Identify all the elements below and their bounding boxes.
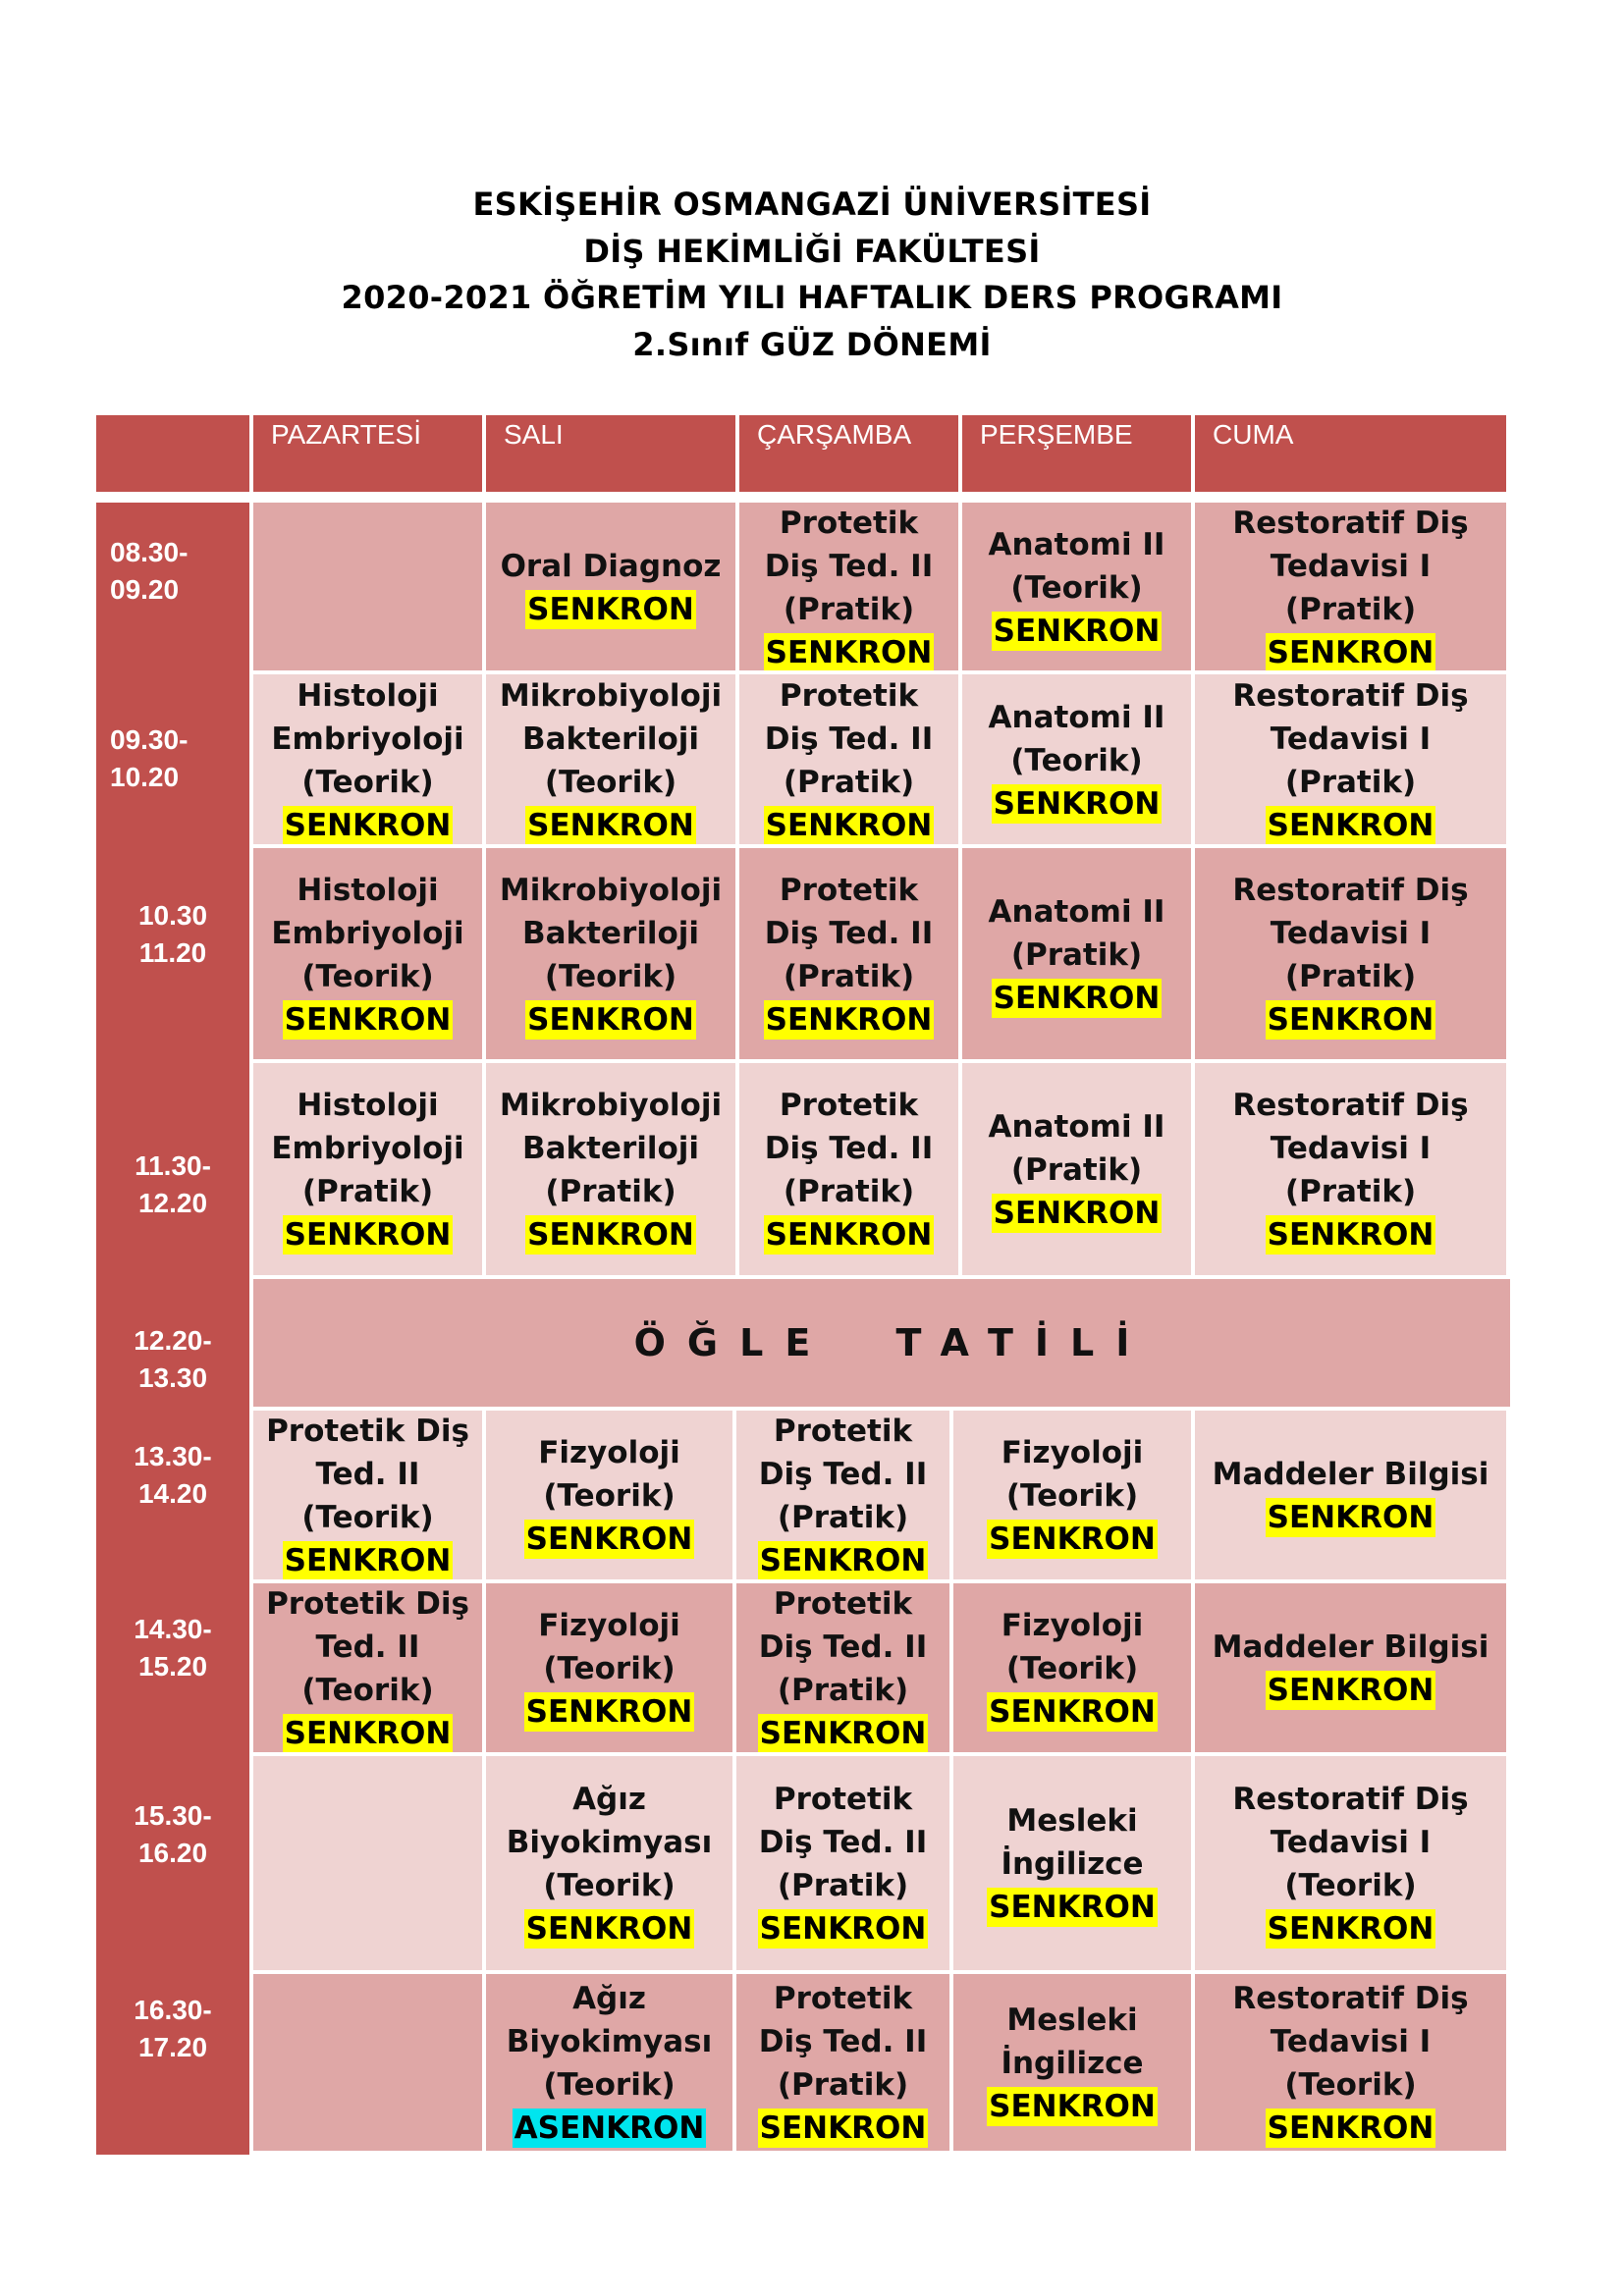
time-end: 11.20: [138, 937, 207, 968]
course-name-line: Protetik: [773, 1586, 913, 1622]
course-name-line: (Pratik): [545, 1174, 677, 1209]
course-name-line: Histoloji: [297, 1088, 439, 1123]
senkron-badge: SENKRON: [759, 1716, 927, 1751]
senkron-badge: SENKRON: [527, 807, 694, 843]
course-cell: [486, 503, 735, 670]
time-start: 16.30-: [134, 1995, 212, 2025]
time-range: [96, 1322, 249, 1397]
course-name-line: Embriyoloji: [271, 915, 464, 951]
course-name-line: (Pratik): [1284, 764, 1417, 800]
senkron-badge: SENKRON: [759, 1543, 927, 1578]
course-name-line: Ağız: [572, 1782, 646, 1817]
course-name-line: Protetik: [773, 1981, 913, 2016]
senkron-badge: SENKRON: [284, 807, 452, 843]
course-name-line: Mikrobiyoloji: [499, 1088, 723, 1123]
course-name-line: Protetik Diş: [266, 1586, 469, 1622]
day-header-2: SALI: [486, 415, 735, 492]
senkron-badge: SENKRON: [765, 1217, 933, 1253]
course-name-line: (Pratik): [777, 1673, 909, 1708]
senkron-badge: SENKRON: [525, 1911, 693, 1947]
course-name-line: Histoloji: [297, 677, 439, 714]
course-name-line: (Pratik): [301, 1174, 434, 1209]
senkron-badge: SENKRON: [759, 2110, 927, 2146]
course-name-line: Biyokimyası: [506, 1825, 713, 1860]
course-cell: [962, 848, 1191, 1059]
senkron-badge: SENKRON: [989, 1522, 1156, 1557]
course-name-line: Protetik: [779, 872, 919, 908]
course-name-line: Fizyoloji: [1001, 1608, 1144, 1643]
course-name-line: Mesleki: [1006, 2002, 1138, 2038]
course-name-line: Oral Diagnoz: [500, 548, 722, 584]
time-end: 15.20: [137, 1651, 208, 1682]
course-cell: [253, 1411, 482, 1579]
time-start: 14.30-: [134, 1614, 212, 1644]
course-name-line: Diş Ted. II: [764, 721, 934, 757]
senkron-badge: SENKRON: [527, 1001, 694, 1038]
senkron-badge: SENKRON: [1267, 807, 1435, 843]
course-name-line: Restoratif Diş: [1232, 677, 1469, 714]
time-range: [96, 1992, 249, 2066]
time-slot: [96, 1411, 249, 1583]
course-name-line: Embriyoloji: [271, 721, 464, 757]
time-start: 09.30-: [110, 724, 189, 755]
course-name-line: Protetik: [773, 1782, 913, 1817]
senkron-badge: SENKRON: [989, 2089, 1156, 2124]
time-slot: [96, 1583, 249, 1756]
course-cell: [736, 1411, 949, 1579]
empty-cell: [253, 1756, 482, 1970]
course-name-line: (Pratik): [783, 958, 915, 994]
course-name-line: Ağız: [572, 1981, 646, 2016]
course-cell: [739, 503, 958, 670]
time-slot: [96, 848, 249, 1063]
course-name-line: Bakteriloji: [521, 1131, 700, 1166]
senkron-badge: SENKRON: [527, 1217, 694, 1253]
course-name-line: Protetik: [773, 1414, 913, 1449]
senkron-badge: SENKRON: [1267, 1500, 1435, 1535]
course-name-line: Maddeler Bilgisi: [1212, 1629, 1489, 1665]
course-name-line: Fizyoloji: [1001, 1435, 1144, 1470]
senkron-badge: SENKRON: [765, 807, 933, 843]
senkron-badge: SENKRON: [284, 1716, 452, 1751]
course-cell: [253, 1583, 482, 1752]
time-end: 17.20: [137, 2032, 208, 2062]
time-start: 12.20-: [134, 1325, 212, 1356]
day-header-3: ÇARŞAMBA: [739, 415, 958, 492]
course-name-line: Tedavisi I: [1270, 548, 1432, 584]
course-name-line: Restoratif Diş: [1232, 1981, 1469, 2016]
course-cell: [739, 1063, 958, 1275]
course-cell: [953, 1583, 1191, 1752]
course-name-line: (Teorik): [1005, 1478, 1139, 1514]
course-cell: [486, 1063, 735, 1275]
time-start: 11.30-: [135, 1150, 211, 1181]
course-cell: [1195, 1411, 1506, 1579]
course-cell: [486, 1583, 732, 1752]
course-cell: [736, 1974, 949, 2151]
time-end: 09.20: [110, 574, 180, 605]
senkron-badge: SENKRON: [993, 980, 1161, 1016]
schedule-table: [96, 415, 1510, 2155]
empty-cell: [253, 503, 482, 670]
course-name-line: İngilizce: [1001, 2046, 1144, 2081]
asenkron-badge: ASENKRON: [514, 2110, 705, 2146]
course-cell: [953, 1411, 1191, 1579]
course-name-line: (Pratik): [783, 591, 915, 627]
course-cell: [253, 848, 482, 1059]
course-name-line: Restoratif Diş: [1232, 505, 1469, 541]
course-cell: [1195, 1974, 1506, 2151]
course-cell: [962, 674, 1191, 844]
course-name-line: (Teorik): [544, 958, 677, 994]
course-cell: [736, 1583, 949, 1752]
time-range: [96, 897, 249, 972]
course-name-line: Tedavisi I: [1270, 721, 1432, 757]
senkron-badge: SENKRON: [1267, 2110, 1435, 2146]
senkron-badge: SENKRON: [527, 591, 694, 627]
time-range: [96, 1797, 249, 1872]
senkron-badge: SENKRON: [284, 1543, 452, 1578]
course-name-line: Protetik: [779, 1088, 919, 1123]
title-university: ESKİŞEHİR OSMANGAZİ ÜNİVERSİTESİ: [472, 186, 1152, 223]
course-name-line: Embriyoloji: [271, 1131, 464, 1166]
course-cell: [1195, 848, 1506, 1059]
course-name-line: (Teorik): [543, 1868, 676, 1903]
course-name-line: Restoratif Diş: [1232, 1782, 1469, 1817]
course-cell: [1195, 503, 1506, 670]
course-name-line: Protetik: [779, 677, 919, 714]
course-name-line: (Teorik): [301, 958, 434, 994]
time-range: [96, 721, 249, 796]
course-cell: [739, 848, 958, 1059]
course-name-line: (Pratik): [777, 1500, 909, 1535]
course-name-line: Tedavisi I: [1270, 1131, 1432, 1166]
course-name-line: Diş Ted. II: [764, 915, 934, 951]
course-name-line: Diş Ted. II: [758, 1629, 928, 1665]
senkron-badge: SENKRON: [525, 1522, 693, 1557]
course-name-line: Protetik Diş: [266, 1414, 469, 1449]
course-name-line: Bakteriloji: [521, 915, 700, 951]
title-faculty: DİŞ HEKİMLİĞİ FAKÜLTESİ: [583, 232, 1041, 270]
course-cell: [1195, 1063, 1506, 1275]
course-name-line: (Teorik): [1010, 569, 1143, 606]
course-name-line: (Teorik): [301, 1500, 434, 1535]
course-name-line: Restoratif Diş: [1232, 1088, 1469, 1123]
course-cell: [739, 674, 958, 844]
time-end: 14.20: [137, 1478, 208, 1509]
senkron-badge: SENKRON: [1267, 1673, 1435, 1708]
course-name-line: Maddeler Bilgisi: [1212, 1457, 1489, 1492]
time-slot: [96, 674, 249, 848]
document-title: [0, 182, 1624, 368]
course-cell: [486, 1411, 732, 1579]
senkron-badge: SENKRON: [765, 634, 933, 670]
time-slot: [96, 503, 249, 674]
course-name-line: Mesleki: [1006, 1803, 1138, 1839]
course-name-line: Ted. II: [315, 1629, 420, 1665]
course-name-line: Tedavisi I: [1270, 915, 1432, 951]
course-name-line: Mikrobiyoloji: [499, 872, 723, 908]
course-name-line: (Pratik): [1010, 936, 1143, 973]
course-name-line: (Pratik): [1284, 1174, 1417, 1209]
course-name-line: (Pratik): [1284, 591, 1417, 627]
course-name-line: Mikrobiyoloji: [499, 677, 723, 714]
time-range: [96, 1438, 249, 1513]
senkron-badge: SENKRON: [989, 1890, 1156, 1925]
time-slot: [96, 1279, 249, 1411]
course-name-line: (Teorik): [543, 1651, 676, 1686]
time-slot: [96, 1063, 249, 1279]
course-name-line: (Teorik): [1284, 1868, 1417, 1903]
course-name-line: Tedavisi I: [1270, 1825, 1432, 1860]
course-name-line: Bakteriloji: [521, 721, 700, 757]
course-cell: [953, 1974, 1191, 2151]
course-name-line: Histoloji: [297, 872, 439, 908]
senkron-badge: SENKRON: [993, 1196, 1161, 1231]
course-cell: [1195, 1756, 1506, 1970]
senkron-badge: SENKRON: [1267, 634, 1435, 670]
course-cell: [1195, 1583, 1506, 1752]
course-cell: [253, 674, 482, 844]
senkron-badge: SENKRON: [993, 613, 1161, 649]
lunch-break: [253, 1279, 1510, 1407]
time-start: 13.30-: [134, 1441, 212, 1471]
course-name-line: Diş Ted. II: [758, 1457, 928, 1492]
course-cell: [486, 674, 735, 844]
time-start: 15.30-: [134, 1800, 212, 1831]
course-name-line: (Pratik): [1010, 1152, 1143, 1188]
course-name-line: Protetik: [779, 505, 919, 541]
course-name-line: (Teorik): [1005, 1651, 1139, 1686]
course-name-line: (Teorik): [1284, 2067, 1417, 2103]
day-header-4: PERŞEMBE: [962, 415, 1191, 492]
course-cell: [486, 848, 735, 1059]
course-cell: [736, 1756, 949, 1970]
time-slot: [96, 1974, 249, 2155]
course-name-line: (Pratik): [783, 1174, 915, 1209]
day-header-5: CUMA: [1195, 415, 1506, 492]
course-cell: [1195, 674, 1506, 844]
senkron-badge: SENKRON: [1267, 1911, 1435, 1947]
course-name-line: Diş Ted. II: [758, 1825, 928, 1860]
course-cell: [953, 1756, 1191, 1970]
course-name-line: Anatomi II: [988, 1109, 1165, 1145]
time-slot: [96, 1756, 249, 1974]
header-corner: [96, 415, 249, 492]
course-cell: [253, 1063, 482, 1275]
course-name-line: (Teorik): [301, 1673, 434, 1708]
time-range: [96, 1148, 249, 1222]
senkron-badge: SENKRON: [284, 1001, 452, 1038]
time-range: [96, 1611, 249, 1685]
senkron-badge: SENKRON: [1267, 1217, 1435, 1253]
course-name-line: Anatomi II: [988, 893, 1165, 930]
time-end: 12.20: [137, 1188, 208, 1218]
title-term: 2.Sınıf GÜZ DÖNEMİ: [632, 325, 992, 363]
time-range: [96, 534, 249, 609]
course-name-line: (Pratik): [777, 2067, 909, 2103]
time-end: 16.20: [137, 1838, 208, 1868]
course-name-line: Fizyoloji: [538, 1435, 680, 1470]
course-name-line: İngilizce: [1001, 1846, 1144, 1882]
course-name-line: Biyokimyası: [506, 2024, 713, 2059]
course-cell: [962, 1063, 1191, 1275]
day-header-1: PAZARTESİ: [253, 415, 482, 492]
course-cell: [486, 1974, 732, 2151]
senkron-badge: SENKRON: [759, 1911, 927, 1947]
empty-cell: [253, 1974, 482, 2151]
course-name-line: Ted. II: [315, 1457, 420, 1492]
course-name-line: Diş Ted. II: [764, 1131, 934, 1166]
course-name-line: Diş Ted. II: [758, 2024, 928, 2059]
course-name-line: Restoratif Diş: [1232, 872, 1469, 908]
course-name-line: (Teorik): [543, 2067, 676, 2103]
time-start: 10.30: [137, 900, 208, 931]
course-name-line: Anatomi II: [988, 699, 1165, 735]
time-end: 13.30: [137, 1362, 208, 1393]
course-name-line: (Teorik): [1010, 742, 1143, 778]
senkron-badge: SENKRON: [525, 1694, 693, 1730]
course-name-line: Diş Ted. II: [764, 548, 934, 584]
course-cell: [962, 503, 1191, 670]
time-end: 10.20: [110, 762, 180, 792]
lunch-break-label: ÖĞLE TATİLİ: [633, 1321, 1152, 1364]
course-name-line: (Teorik): [301, 764, 434, 800]
course-cell: [486, 1756, 732, 1970]
course-name-line: Fizyoloji: [538, 1608, 680, 1643]
senkron-badge: SENKRON: [993, 785, 1161, 822]
course-name-line: (Pratik): [1284, 958, 1417, 994]
course-name-line: (Pratik): [777, 1868, 909, 1903]
course-name-line: (Pratik): [783, 764, 915, 800]
course-name-line: (Teorik): [543, 1478, 676, 1514]
title-program: 2020-2021 ÖĞRETİM YILI HAFTALIK DERS PROGRAMI: [341, 279, 1283, 316]
course-name-line: Tedavisi I: [1270, 2024, 1432, 2059]
course-name-line: Anatomi II: [988, 526, 1165, 562]
senkron-badge: SENKRON: [284, 1217, 452, 1253]
senkron-badge: SENKRON: [1267, 1001, 1435, 1038]
senkron-badge: SENKRON: [765, 1001, 933, 1038]
course-name-line: (Teorik): [544, 764, 677, 800]
senkron-badge: SENKRON: [989, 1694, 1156, 1730]
time-start: 08.30-: [110, 537, 189, 567]
